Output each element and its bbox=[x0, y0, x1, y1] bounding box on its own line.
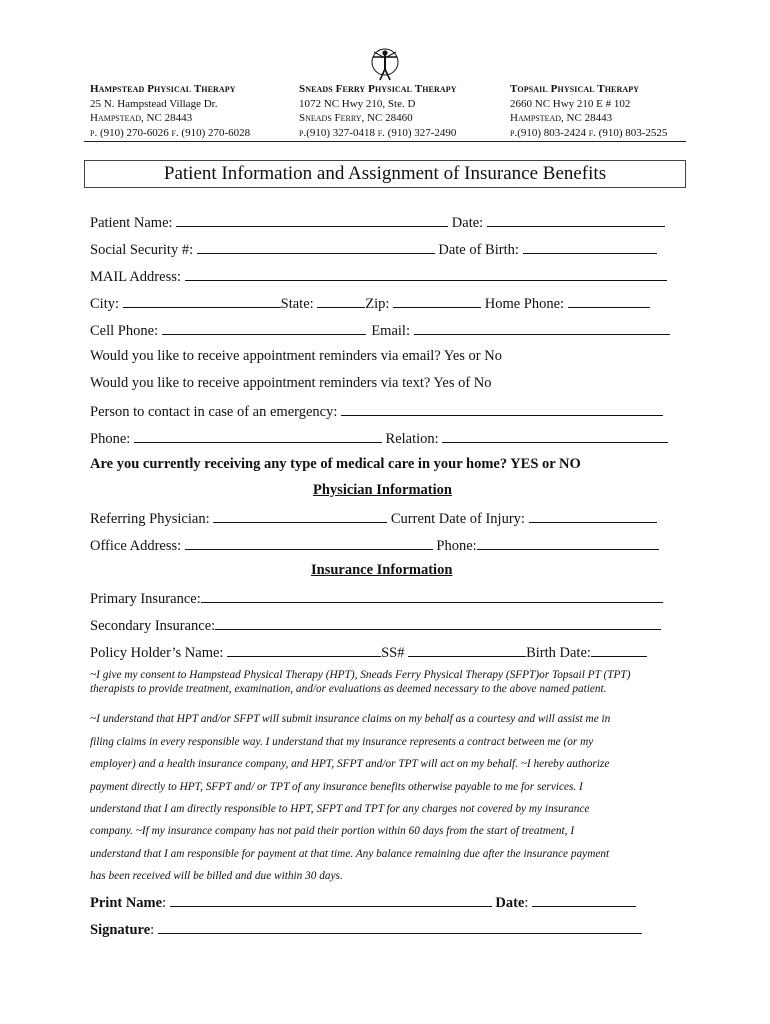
cell-phone-field[interactable] bbox=[162, 320, 366, 335]
header-divider bbox=[84, 141, 686, 142]
birth-date-label: Birth Date: bbox=[526, 645, 591, 661]
state-label: State: bbox=[280, 296, 314, 312]
office-address: 1072 NC Hwy 210, Ste. D bbox=[299, 97, 416, 110]
ss-label: SS# bbox=[381, 645, 405, 661]
patient-name-label: Patient Name: bbox=[90, 215, 173, 231]
physician-heading: Physician Information bbox=[313, 482, 452, 498]
injury-date-field[interactable] bbox=[529, 508, 657, 523]
print-name-row bbox=[90, 892, 636, 912]
signature-field[interactable] bbox=[158, 919, 642, 934]
insurance-heading: Insurance Information bbox=[311, 562, 453, 578]
office-sneads-ferry bbox=[299, 82, 457, 140]
ss-field[interactable] bbox=[408, 642, 526, 657]
secondary-row bbox=[90, 615, 661, 635]
email-reminder-question: Would you like to receive appointment reminders via email? Yes or No bbox=[90, 348, 502, 364]
referring-label: Referring Physician: bbox=[90, 511, 210, 527]
mail-label: MAIL Address: bbox=[90, 269, 181, 285]
patient-name-field[interactable] bbox=[176, 212, 448, 227]
signature-date-field[interactable] bbox=[532, 892, 636, 907]
holder-row bbox=[90, 642, 647, 662]
signature-row bbox=[90, 919, 642, 939]
physician-phone-field[interactable] bbox=[477, 535, 659, 550]
colon: : bbox=[162, 895, 167, 911]
secondary-label: Secondary Insurance: bbox=[90, 618, 216, 634]
ssn-label: Social Security #: bbox=[90, 242, 194, 258]
consent-line: payment directly to HPT, SFPT and/ or TPT of any insurance benefits otherwise payable to me for services. I bbox=[90, 781, 583, 793]
text-reminder-question: Would you like to receive appointment reminders via text? Yes of No bbox=[90, 375, 492, 391]
zip-label: Zip: bbox=[365, 296, 390, 312]
consent-line: understand that I am responsible for payment at that time. Any balance remaining due after the insurance payment bbox=[90, 848, 610, 860]
mail-field[interactable] bbox=[185, 266, 667, 281]
office-address-label: Office Address: bbox=[90, 538, 182, 554]
office-phone: p.(910) 327-0418 f. (910) 327-2490 bbox=[299, 126, 457, 139]
office-address-field[interactable] bbox=[185, 535, 433, 550]
home-phone-label: Home Phone: bbox=[484, 296, 565, 312]
office-address: 2660 NC Hwy 210 E # 102 bbox=[510, 97, 631, 110]
consent-line: filing claims in every responsible way. I understand that my insurance represents a contract between me (or my bbox=[90, 736, 594, 748]
dob-field[interactable] bbox=[523, 239, 657, 254]
office-phone: p.(910) 803-2424 f. (910) 803-2525 bbox=[510, 126, 668, 139]
print-name-field[interactable] bbox=[170, 892, 492, 907]
consent-line: understand that I am directly responsible to HPT, SFPT and TPT for any charges not covered by my insurance bbox=[90, 803, 590, 815]
emergency-phone-row bbox=[90, 428, 668, 448]
consent-line: ~I understand that HPT and/or SFPT will submit insurance claims on my behalf as a courtesy and will assist me in bbox=[90, 713, 611, 725]
office-city: Hampstead, NC 28443 bbox=[90, 112, 193, 124]
colon: : bbox=[150, 922, 155, 938]
phone-label: Phone: bbox=[90, 431, 131, 447]
email-field[interactable] bbox=[414, 320, 670, 335]
referring-field[interactable] bbox=[213, 508, 387, 523]
emergency-row bbox=[90, 401, 663, 421]
referring-row bbox=[90, 508, 657, 528]
ssn-field[interactable] bbox=[197, 239, 435, 254]
birth-date-field[interactable] bbox=[591, 642, 647, 657]
form-title: Patient Information and Assignment of Insurance Benefits bbox=[84, 160, 686, 188]
cell-phone-label: Cell Phone: bbox=[90, 323, 159, 339]
holder-field[interactable] bbox=[227, 642, 381, 657]
injury-date-label: Current Date of Injury: bbox=[390, 511, 525, 527]
office-address: 25 N. Hampstead Village Dr. bbox=[90, 97, 218, 110]
emergency-field[interactable] bbox=[341, 401, 663, 416]
consent-line: company. ~If my insurance company has not paid their portion within 60 days from the start of treatment, I bbox=[90, 825, 575, 837]
print-name-label: Print Name bbox=[90, 895, 163, 911]
ssn-row bbox=[90, 239, 657, 259]
office-city: Hampstead, NC 28443 bbox=[510, 112, 613, 124]
home-care-question: Are you currently receiving any type of medical care in your home? YES or NO bbox=[90, 456, 581, 472]
holder-label: Policy Holder’s Name: bbox=[90, 645, 224, 661]
relation-field[interactable] bbox=[442, 428, 668, 443]
city-row bbox=[90, 293, 650, 313]
city-field[interactable] bbox=[123, 293, 281, 308]
home-phone-field[interactable] bbox=[568, 293, 650, 308]
office-name: Hampstead Physical Therapy bbox=[90, 83, 236, 95]
mail-row bbox=[90, 266, 667, 286]
emergency-label: Person to contact in case of an emergency: bbox=[90, 404, 338, 420]
office-hampstead bbox=[90, 82, 250, 140]
relation-label: Relation: bbox=[385, 431, 439, 447]
signature-date-label: Date bbox=[495, 895, 525, 911]
city-label: City: bbox=[90, 296, 120, 312]
phone-field[interactable] bbox=[134, 428, 382, 443]
date-field[interactable] bbox=[487, 212, 665, 227]
consent-line: has been received will be billed and due within 30 days. bbox=[90, 870, 343, 882]
patient-name-row bbox=[90, 212, 665, 232]
vitruvian-man-icon bbox=[370, 45, 400, 83]
office-topsail bbox=[510, 82, 667, 140]
email-label: Email: bbox=[371, 323, 410, 339]
state-field[interactable] bbox=[317, 293, 365, 308]
office-address-row bbox=[90, 535, 659, 555]
date-label: Date: bbox=[451, 215, 484, 231]
consent-paragraph: ~I give my consent to Hampstead Physical Therapy (HPT), Sneads Ferry Physical Therapy (SFPT)or Topsail PT (TPT) therapists to provide treatment, examination, and/or evaluations as deemed necessary to the above named patient. bbox=[90, 669, 631, 695]
physician-phone-label: Phone: bbox=[436, 538, 477, 554]
consent-line: employer) and a health insurance company, and HPT, SFPT and/or TPT will act on my behalf. ~I hereby authorize bbox=[90, 758, 610, 770]
office-name: Sneads Ferry Physical Therapy bbox=[299, 83, 457, 95]
office-name: Topsail Physical Therapy bbox=[510, 83, 640, 95]
office-phone: p. (910) 270-6026 f. (910) 270-6028 bbox=[90, 126, 251, 139]
cell-row bbox=[90, 320, 670, 340]
zip-field[interactable] bbox=[393, 293, 481, 308]
primary-row bbox=[90, 588, 663, 608]
primary-label: Primary Insurance: bbox=[90, 591, 201, 607]
colon: : bbox=[524, 895, 529, 911]
dob-label: Date of Birth: bbox=[438, 242, 519, 258]
office-city: Sneads Ferry, NC 28460 bbox=[299, 112, 413, 124]
signature-label: Signature bbox=[90, 922, 151, 938]
secondary-field[interactable] bbox=[215, 615, 661, 630]
primary-field[interactable] bbox=[201, 588, 663, 603]
